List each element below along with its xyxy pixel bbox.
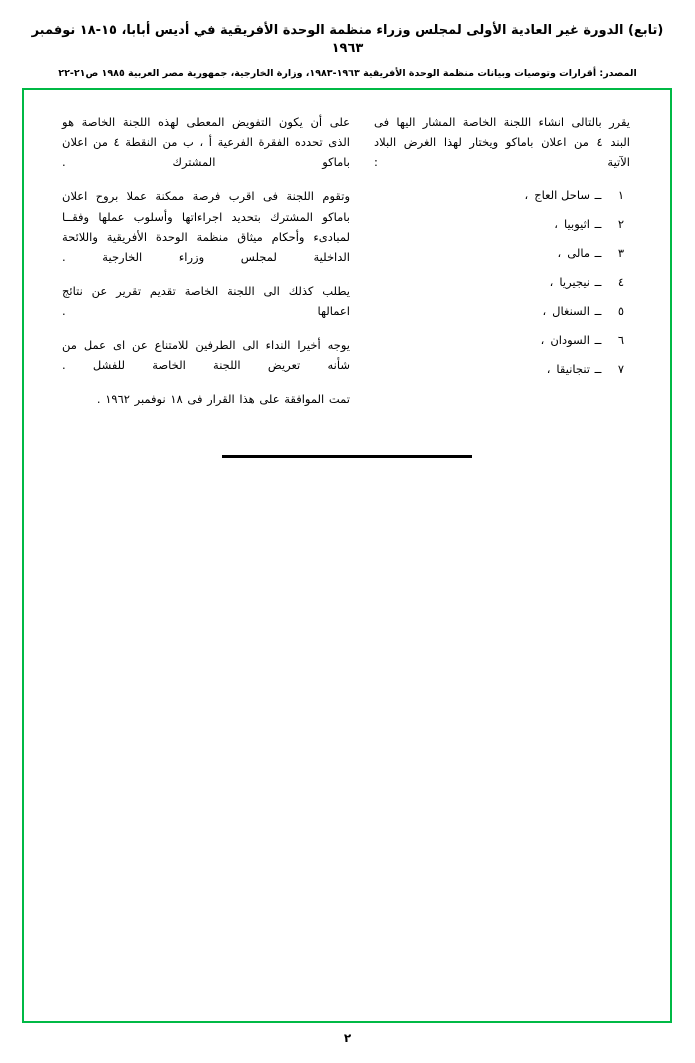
list-item [374,275,630,290]
country-dash: ــ [594,333,602,348]
right-column [360,112,650,472]
country-number: ٤ [617,275,624,290]
country-dot: ، [542,304,547,319]
header-source: المصدر: أقرارات وتوصيات وبيانات منظمة الوحدة الأفريقية ١٩٦٣-١٩٨٣، وزارة الخارجية، جمهورية مصر العربية ١٩٨٥ ص٢١-٢٢ [58,68,637,80]
country-name: السودان [550,333,590,348]
resolution-intro: يقرر بالتالى انشاء اللجنة الخاصة المشار اليها فى البند ٤ من اعلان باماكو ويختار لهذا الغرض البلاد الآتية : [374,115,630,170]
country-number: ٥ [617,304,624,319]
paragraph-5: تمت الموافقة على هذا القرار فى ١٨ نوفمبر ١٩٦٢ . [96,392,350,407]
country-dash: ــ [594,304,602,319]
paragraph-4: يوجه أخيرا النداء الى الطرفين للامتناع عن اى عمل من شأنه تعريض اللجنة الخاصة للفشل . [62,338,350,373]
country-dot: ، [557,246,562,261]
country-dot: ، [540,333,545,348]
country-dash: ــ [594,246,602,261]
country-dash: ــ [594,188,602,203]
page-number: ٢ [343,1031,352,1045]
country-dash: ــ [594,362,602,376]
paragraph-1: على أن يكون التفويض المعطى لهذه اللجنة الخاصة هو الذى تحدده الفقرة الفرعية أ ، ب من النقطة ٤ من اعلان باماكو المشترك . [62,115,350,170]
country-dot: ، [546,362,551,376]
list-item [374,333,630,348]
country-number: ١ [617,188,624,203]
country-dash: ــ [594,275,602,290]
country-name: ساحل العاج [534,188,590,203]
country-number: ٧ [617,362,624,376]
header-title: (تابع) الدورة غير العادية الأولى لمجلس وزراء منظمة الوحدة الأفريقية في أديس أبابا، ١٥-١٨ نوفمبر ١٩٦٣ [31,23,664,57]
country-name: تنجانيقا [556,362,590,376]
list-item [374,304,630,319]
country-name: نيجيريا [559,275,590,290]
section-divider [222,455,472,458]
country-name: السنغال [552,304,590,319]
country-dot: ، [524,188,529,203]
country-name: اثيوبيا [564,217,590,232]
country-list [374,188,630,377]
country-dot: ، [549,275,554,290]
country-dot: ، [554,217,559,232]
country-dash: ــ [594,217,602,232]
country-number: ٣ [617,246,624,261]
left-column [44,112,360,472]
page-header [0,22,695,81]
country-number: ٦ [617,333,624,348]
list-item [374,362,630,377]
paragraph-2: وتقوم اللجنة فى اقرب فرصة ممكنة عملا بروح اعلان باماكو المشترك بتحديد اجراءاتها وأسلوب عملها وفقــا لمبادىء وأحكام ميثاق منظمة الوحدة الأفريقية واللائحة الداخلية لمجلس وزراء الخارجية . [62,189,350,264]
list-item [374,188,630,203]
list-item [374,246,630,261]
country-name: مالى [567,246,590,261]
list-item [374,217,630,232]
paragraph-3: يطلب كذلك الى اللجنة الخاصة تقديم تقرير عن نتائج اعمالها . [62,283,350,318]
content-columns [22,112,672,472]
country-number: ٢ [617,217,624,232]
